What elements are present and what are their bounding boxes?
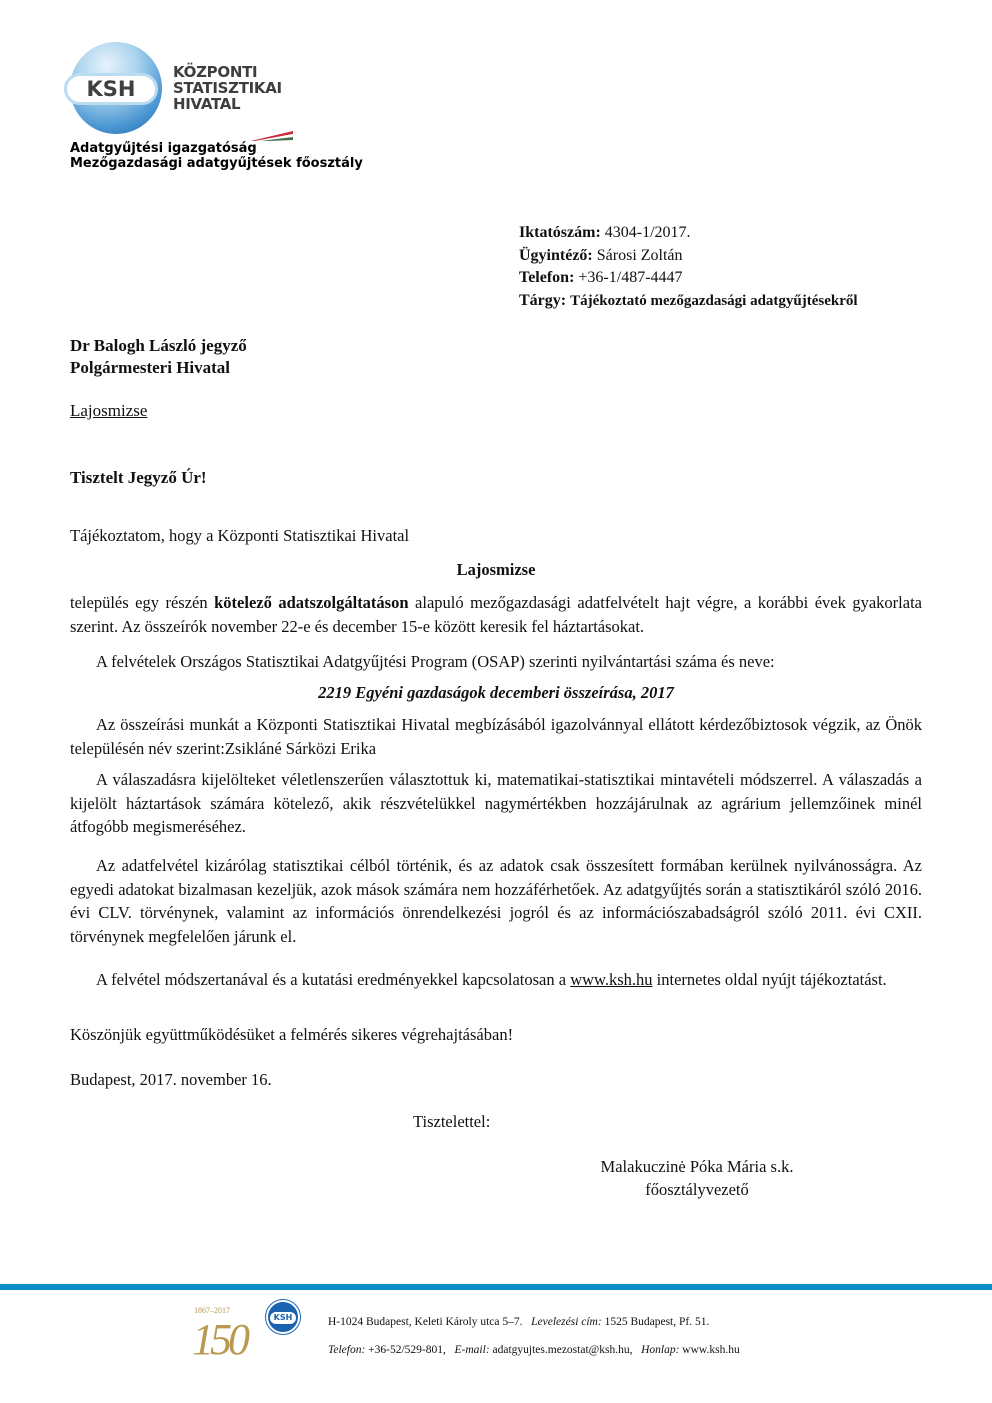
org-name-line-3: HIVATAL: [173, 95, 241, 113]
anniversary-number: 150: [192, 1315, 246, 1364]
footer-email[interactable]: adatgyujtes.mezostat@ksh.hu,: [492, 1344, 633, 1356]
anniversary-logo: [190, 1300, 305, 1372]
ksh-logo-text: KSH: [86, 77, 136, 101]
paragraph-2: A felvételek Országos Statisztikai Adatgyűjtési Program (OSAP) szerinti nyilvántartási száma és neve:: [96, 652, 775, 671]
department-name: Adatgyűjtési igazgatóság: [70, 141, 257, 156]
hungarian-flag-icon: [251, 131, 293, 141]
paragraph-6: A felvétel módszertanával és a kutatási eredményekkel kapcsolatosan a www.ksh.hu internetes oldal nyújt tájékoztatást.: [96, 970, 887, 989]
settlement-name: Lajosmizse: [456, 560, 536, 579]
date-line: Budapest, 2017. november 16.: [70, 1070, 272, 1089]
thanks-line: Köszönjük együttműködésüket a felmérés sikeres végrehajtásában!: [70, 1025, 514, 1044]
survey-title: 2219 Egyéni gazdaságok decemberi összeírása, 2017: [318, 683, 674, 702]
ref-targy: Tárgy: Tájékoztató mezőgazdasági adatgyűjtésekről: [519, 291, 858, 309]
footer-address-line: H-1024 Budapest, Keleti Károly utca 5–7. Levelezési cím: 1525 Budapest, Pf. 51.: [328, 1316, 710, 1328]
ref-ugyintezo: Ügyintéző: Sárosi Zoltán: [519, 246, 683, 264]
footer-divider: [0, 1284, 992, 1290]
signer-name: Malakuczinė Póka Mária s.k.: [600, 1157, 794, 1176]
signer-title: főosztályvezető: [645, 1180, 749, 1199]
paragraph-4: A válaszadásra kijelölteket véletlenszerűen választottuk ki, matematikai-statisztikai mintavételi módszerrel. A válaszadás a kijelölt háztartások számára kötelező, akik részvételükkel nagymértékben hozzájárulnak az agrárium jellemzőinek minél átfogóbb megismeréséhez.: [70, 770, 922, 836]
ref-iktatoszam: Iktatószám: 4304-1/2017.: [519, 224, 691, 241]
org-name-line-1: KÖZPONTI: [173, 63, 258, 81]
reference-block: [519, 222, 858, 312]
intro-line: Tájékoztatom, hogy a Központi Statisztikai Hivatal: [70, 526, 410, 545]
footer-ksh-logo: [266, 1300, 300, 1334]
recipient-office: Polgármesteri Hivatal: [70, 358, 231, 377]
ksh-website-link[interactable]: www.ksh.hu: [570, 970, 653, 989]
recipient-city: Lajosmizse: [70, 401, 148, 420]
paragraph-1: település egy részén kötelező adatszolgáltatáson alapuló mezőgazdasági adatfelvételt hajt végre, a korábbi évek gyakorlata szerint. Az összeírók november 22-e és december 15-e között keresik fel háztartásokat.: [70, 593, 922, 636]
salutation: Tisztelt Jegyző Úr!: [70, 468, 207, 487]
department: [70, 141, 363, 171]
signature-block: [570, 1155, 824, 1201]
footer-contact-line: Telefon: +36-52/529-801, E-mail: adatgyujtes.mezostat@ksh.hu, Honlap: www.ksh.hu: [328, 1344, 740, 1356]
paragraph-5: Az adatfelvétel kizárólag statisztikai célból történik, és az adatok csak összesített formában kerülnek nyilvánosságra. Az egyedi adatokat bizalmasan kezeljük, azok mások számára nem hozzáférhetőek. Az adatgyűjtés során a statisztikáról szóló 2016. évi CLV. törvénynek, valamint az információs önrendelkezési jogról és az információszabadságról szóló 2011. évi CXII. törvénynek megfelelően járunk el.: [70, 856, 922, 946]
closing-greeting: Tisztelettel:: [413, 1112, 491, 1131]
recipient: [70, 335, 247, 379]
ksh-logo-band: [64, 73, 158, 105]
division-name: Mezőgazdasági adatgyűjtések főosztály: [70, 156, 363, 171]
recipient-name: Dr Balogh László jegyző: [70, 336, 247, 355]
footer-ksh-logo-text: KSH: [270, 1312, 296, 1324]
anniversary-years: 1867–2017: [194, 1306, 230, 1315]
org-name: [173, 64, 282, 112]
ksh-logo: [70, 42, 162, 134]
footer-website[interactable]: www.ksh.hu: [682, 1344, 740, 1356]
ref-telefon: Telefon: +36-1/487-4447: [519, 269, 683, 286]
org-name-line-2: STATISZTIKAI: [173, 79, 282, 97]
paragraph-3: Az összeírási munkát a Központi Statisztikai Hivatal megbízásából igazolvánnyal ellátott kérdezőbiztosok végzik, az Önök településén név szerint:Zsikláné Sárközi Erika: [70, 715, 922, 758]
